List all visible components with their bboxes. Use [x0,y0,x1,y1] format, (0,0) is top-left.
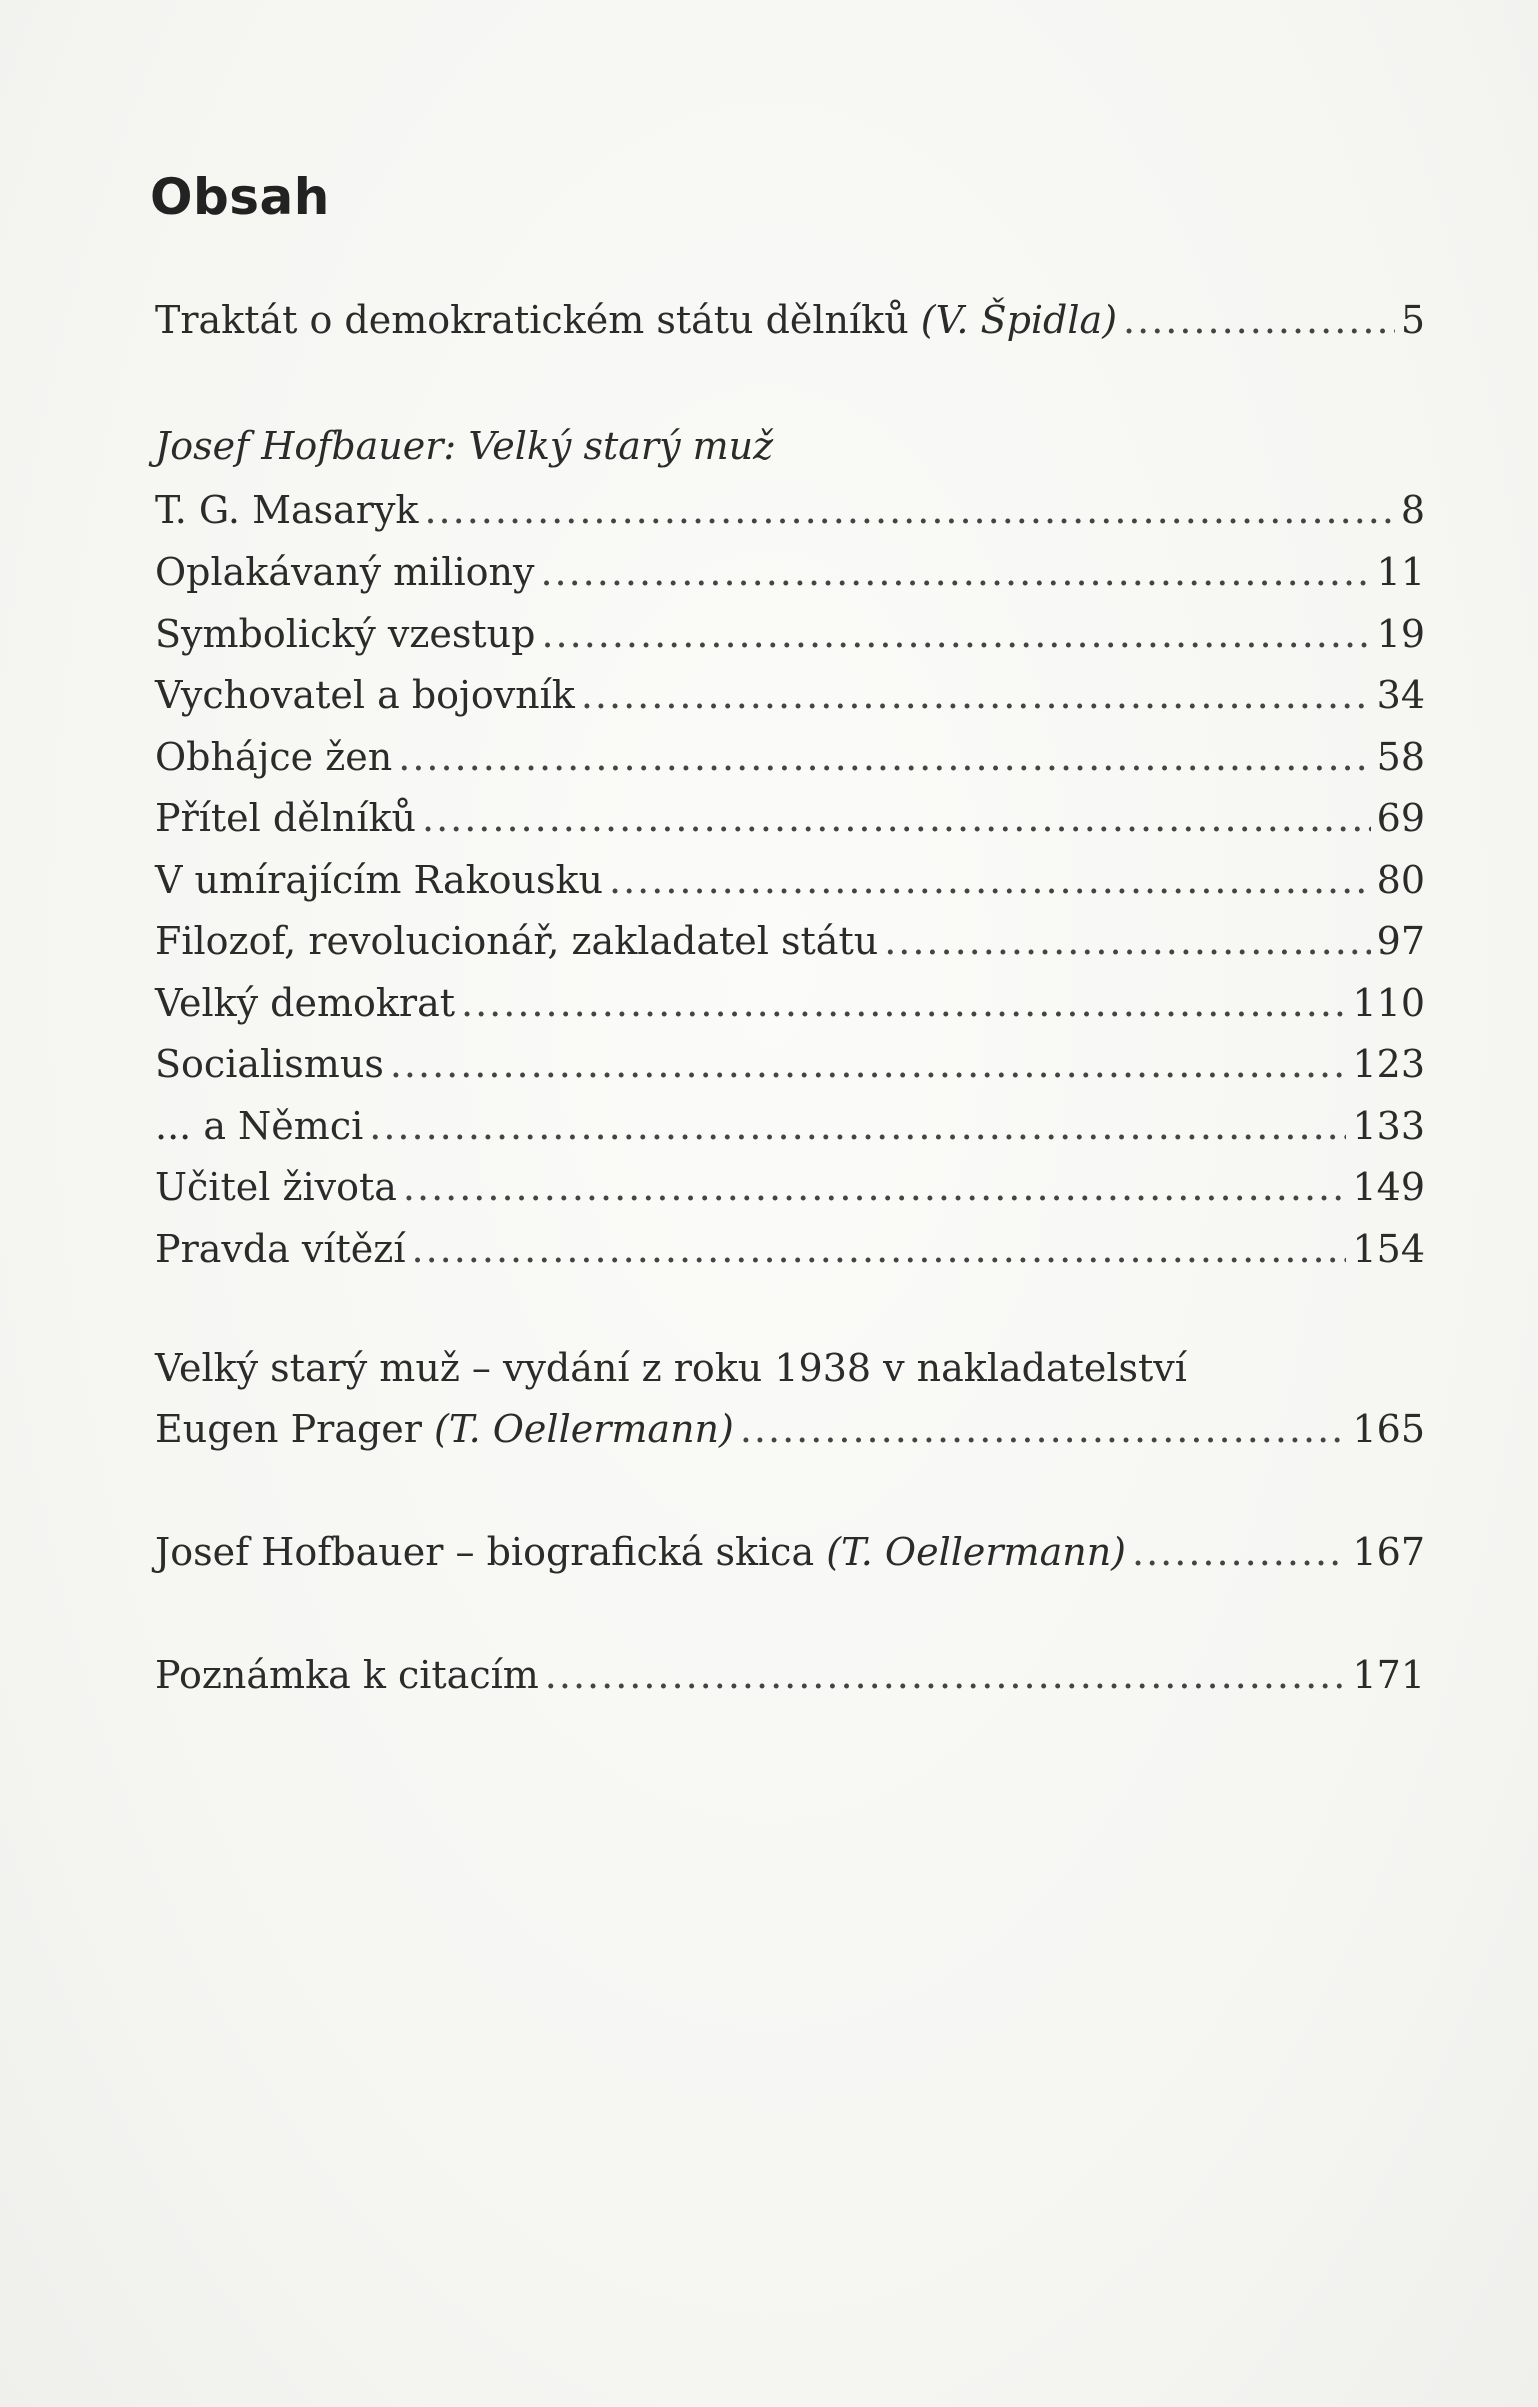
toc-entry [155,735,1425,787]
toc-page-number: 19 [1376,612,1425,656]
toc-entry-label: Traktát o demokratickém státu dělníků [155,298,921,342]
toc-page-number: 154 [1352,1227,1425,1271]
toc-entry-label: Obhájce žen [155,735,393,779]
toc-entry-author: (T. Oellermann) [826,1530,1126,1574]
dot-leader [581,673,1371,717]
toc-page-number: 11 [1376,550,1425,594]
toc-entry [155,1042,1425,1094]
toc-entry-label: Symbolický vzestup [155,612,536,656]
toc-entry-label: Filozof, revolucionář, zakladatel státu [155,919,879,963]
toc-entry [155,858,1425,910]
dot-leader [424,488,1394,532]
toc-page-number: 80 [1376,858,1425,902]
toc-entry [155,1104,1425,1156]
toc-entry-author: (T. Oellermann) [434,1407,734,1451]
toc-entry-label: Socialismus [155,1042,384,1086]
toc-entry-label: ... a Němci [155,1104,364,1148]
toc-entry-edition [155,1407,1425,1459]
dot-leader [390,1042,1347,1086]
toc-entry [155,612,1425,664]
toc-entry-label: Vychovatel a bojovník [155,673,575,717]
toc-page-number: 97 [1376,919,1425,963]
toc-entry-label: Velký demokrat [155,981,456,1025]
toc-page-number: 149 [1352,1165,1425,1209]
dot-leader [609,858,1371,902]
dot-leader [461,981,1346,1025]
toc-entry [155,488,1425,540]
dot-leader [369,1104,1346,1148]
toc-entry-biography [155,1530,1425,1582]
dot-leader [541,612,1370,656]
toc-page-number: 167 [1352,1530,1425,1574]
toc-entry [155,981,1425,1033]
dot-leader [411,1227,1346,1271]
dot-leader [403,1165,1347,1209]
toc-entry [155,919,1425,971]
dot-leader [540,550,1370,594]
toc-entry-author: (V. Špidla) [920,298,1118,342]
toc-entry-label: T. G. Masaryk [155,488,419,532]
toc-entry-label: Pravda vítězí [155,1227,406,1271]
section-heading: Josef Hofbauer: Velký starý muž [155,424,774,468]
toc-entry-label: Oplakávaný miliony [155,550,535,594]
toc-entry-label: Poznámka k citacím [155,1653,539,1697]
toc-entry-edition-line1: Velký starý muž – vydání z roku 1938 v nakladatelství [155,1346,1187,1390]
toc-entry-label: Eugen Prager [155,1407,435,1451]
toc-page-number: 8 [1400,488,1425,532]
toc-entry-intro [155,298,1425,350]
toc-entry [155,550,1425,602]
dot-leader [1123,298,1395,342]
dot-leader [422,796,1371,840]
toc-page-number: 123 [1352,1042,1425,1086]
toc-page-number: 165 [1352,1407,1425,1451]
dot-leader [884,919,1370,963]
dot-leader [545,1653,1347,1697]
toc-entry-label: Josef Hofbauer – biografická skica [155,1530,827,1574]
toc-entry [155,673,1425,725]
toc-page-number: 5 [1400,298,1425,342]
toc-entry [155,1227,1425,1279]
dot-leader [398,735,1370,779]
page-title: Obsah [150,168,330,226]
toc-page-number: 58 [1376,735,1425,779]
dot-leader [1132,1530,1346,1574]
toc-entry [155,796,1425,848]
toc-page-number: 69 [1376,796,1425,840]
toc-page-number: 133 [1352,1104,1425,1148]
toc-entry-label: V umírajícím Rakousku [155,858,604,902]
toc-page-number: 34 [1376,673,1425,717]
toc-entry-note [155,1653,1425,1705]
toc-entry-label: Přítel dělníků [155,796,416,840]
toc-page-number: 171 [1352,1653,1425,1697]
dot-leader [740,1407,1347,1451]
toc-page-number: 110 [1352,981,1425,1025]
toc-entry [155,1165,1425,1217]
toc-entry-label: Učitel života [155,1165,397,1209]
